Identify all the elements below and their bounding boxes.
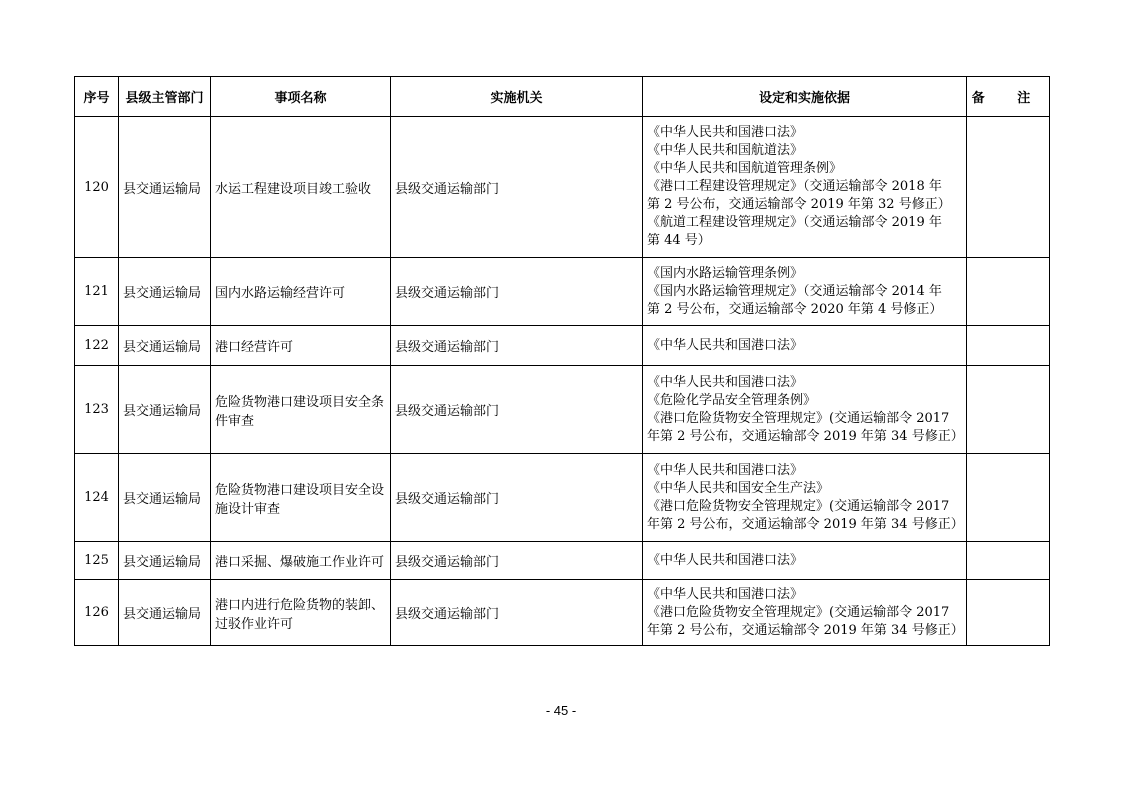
row-note xyxy=(967,117,1050,258)
table-row xyxy=(75,542,1050,580)
basis-line: 《国内水路运输管理规定》（交通运输部令 2014 年 xyxy=(647,283,942,299)
header-agency: 实施机关 xyxy=(391,77,643,117)
row-number: 120 xyxy=(75,117,119,258)
row-basis xyxy=(643,366,967,454)
header-dept: 县级主管部门 xyxy=(119,77,211,117)
basis-line: 年第 2 号公布，交通运输部令 2019 年第 34 号修正） xyxy=(647,516,964,532)
row-number: 126 xyxy=(75,580,119,646)
row-number: 124 xyxy=(75,454,119,542)
header-no: 序号 xyxy=(75,77,119,117)
basis-line: 《中华人民共和国港口法》 xyxy=(647,337,804,353)
basis-line: 《港口工程建设管理规定》（交通运输部令 2018 年 xyxy=(647,179,942,194)
row-department: 县交通运输局 xyxy=(119,326,211,366)
row-agency: 县级交通运输部门 xyxy=(391,366,643,454)
row-agency: 县级交通运输部门 xyxy=(391,326,643,366)
table-row xyxy=(75,326,1050,366)
basis-line: 《中华人民共和国航道管理条例》 xyxy=(647,161,843,176)
row-number: 125 xyxy=(75,542,119,580)
row-agency: 县级交通运输部门 xyxy=(391,454,643,542)
row-item-name: 港口经营许可 xyxy=(211,326,391,366)
basis-line: 《中华人民共和国安全生产法》 xyxy=(647,480,830,496)
row-item-name: 港口采掘、爆破施工作业许可 xyxy=(211,542,391,580)
row-agency: 县级交通运输部门 xyxy=(391,542,643,580)
row-department: 县交通运输局 xyxy=(119,542,211,580)
row-note xyxy=(967,542,1050,580)
row-agency: 县级交通运输部门 xyxy=(391,117,643,258)
basis-line: 《港口危险货物安全管理规定》(交通运输部令 2017 xyxy=(647,498,950,514)
table-row xyxy=(75,454,1050,542)
basis-line: 《国内水路运输管理条例》 xyxy=(647,265,804,281)
basis-line: 第 44 号） xyxy=(647,233,711,248)
table-body xyxy=(75,117,1050,646)
row-note xyxy=(967,580,1050,646)
row-basis xyxy=(643,542,967,580)
row-basis xyxy=(643,580,967,646)
basis-line: 《中华人民共和国港口法》 xyxy=(647,374,804,390)
table-row xyxy=(75,258,1050,326)
table-row xyxy=(75,366,1050,454)
row-basis xyxy=(643,326,967,366)
row-item-name: 港口内进行危险货物的装卸、过驳作业许可 xyxy=(211,580,391,646)
basis-line: 《港口危险货物安全管理规定》(交通运输部令 2017 xyxy=(647,410,950,426)
row-number: 122 xyxy=(75,326,119,366)
row-department: 县交通运输局 xyxy=(119,258,211,326)
basis-line: 第 2 号公布，交通运输部令 2019 年第 32 号修正） xyxy=(647,197,951,212)
row-item-name: 危险货物港口建设项目安全条件审查 xyxy=(211,366,391,454)
row-number: 123 xyxy=(75,366,119,454)
header-row xyxy=(75,77,1050,117)
matters-table xyxy=(74,76,1050,646)
table-row xyxy=(75,580,1050,646)
basis-line: 《中华人民共和国港口法》 xyxy=(647,586,804,602)
basis-line: 《危险化学品安全管理条例》 xyxy=(647,392,817,408)
table-row xyxy=(75,117,1050,258)
row-department: 县交通运输局 xyxy=(119,366,211,454)
row-agency: 县级交通运输部门 xyxy=(391,258,643,326)
header-note xyxy=(967,77,1050,117)
row-number: 121 xyxy=(75,258,119,326)
table-header xyxy=(75,77,1050,117)
basis-line: 年第 2 号公布，交通运输部令 2019 年第 34 号修正） xyxy=(647,428,964,444)
basis-line: 《港口危险货物安全管理规定》(交通运输部令 2017 xyxy=(647,604,950,620)
row-department: 县交通运输局 xyxy=(119,117,211,258)
basis-line: 年第 2 号公布，交通运输部令 2019 年第 34 号修正） xyxy=(647,622,964,638)
row-item-name: 国内水路运输经营许可 xyxy=(211,258,391,326)
row-item-name: 危险货物港口建设项目安全设施设计审查 xyxy=(211,454,391,542)
header-basis: 设定和实施依据 xyxy=(643,77,967,117)
row-note xyxy=(967,366,1050,454)
header-note-label: 备 注 xyxy=(971,91,1045,106)
page-number: - 45 - xyxy=(545,703,577,718)
row-note xyxy=(967,326,1050,366)
row-department: 县交通运输局 xyxy=(119,580,211,646)
row-agency: 县级交通运输部门 xyxy=(391,580,643,646)
row-note xyxy=(967,258,1050,326)
basis-line: 《航道工程建设管理规定》（交通运输部令 2019 年 xyxy=(647,215,942,230)
basis-line: 《中华人民共和国港口法》 xyxy=(647,125,804,140)
row-basis xyxy=(643,258,967,326)
row-note xyxy=(967,454,1050,542)
row-basis xyxy=(643,454,967,542)
row-basis xyxy=(643,117,967,258)
basis-line: 《中华人民共和国航道法》 xyxy=(647,143,804,158)
basis-line: 第 2 号公布，交通运输部令 2020 年第 4 号修正） xyxy=(647,301,943,317)
basis-line: 《中华人民共和国港口法》 xyxy=(647,552,804,568)
header-item: 事项名称 xyxy=(211,77,391,117)
row-item-name: 水运工程建设项目竣工验收 xyxy=(211,117,391,258)
basis-line: 《中华人民共和国港口法》 xyxy=(647,462,804,478)
row-department: 县交通运输局 xyxy=(119,454,211,542)
